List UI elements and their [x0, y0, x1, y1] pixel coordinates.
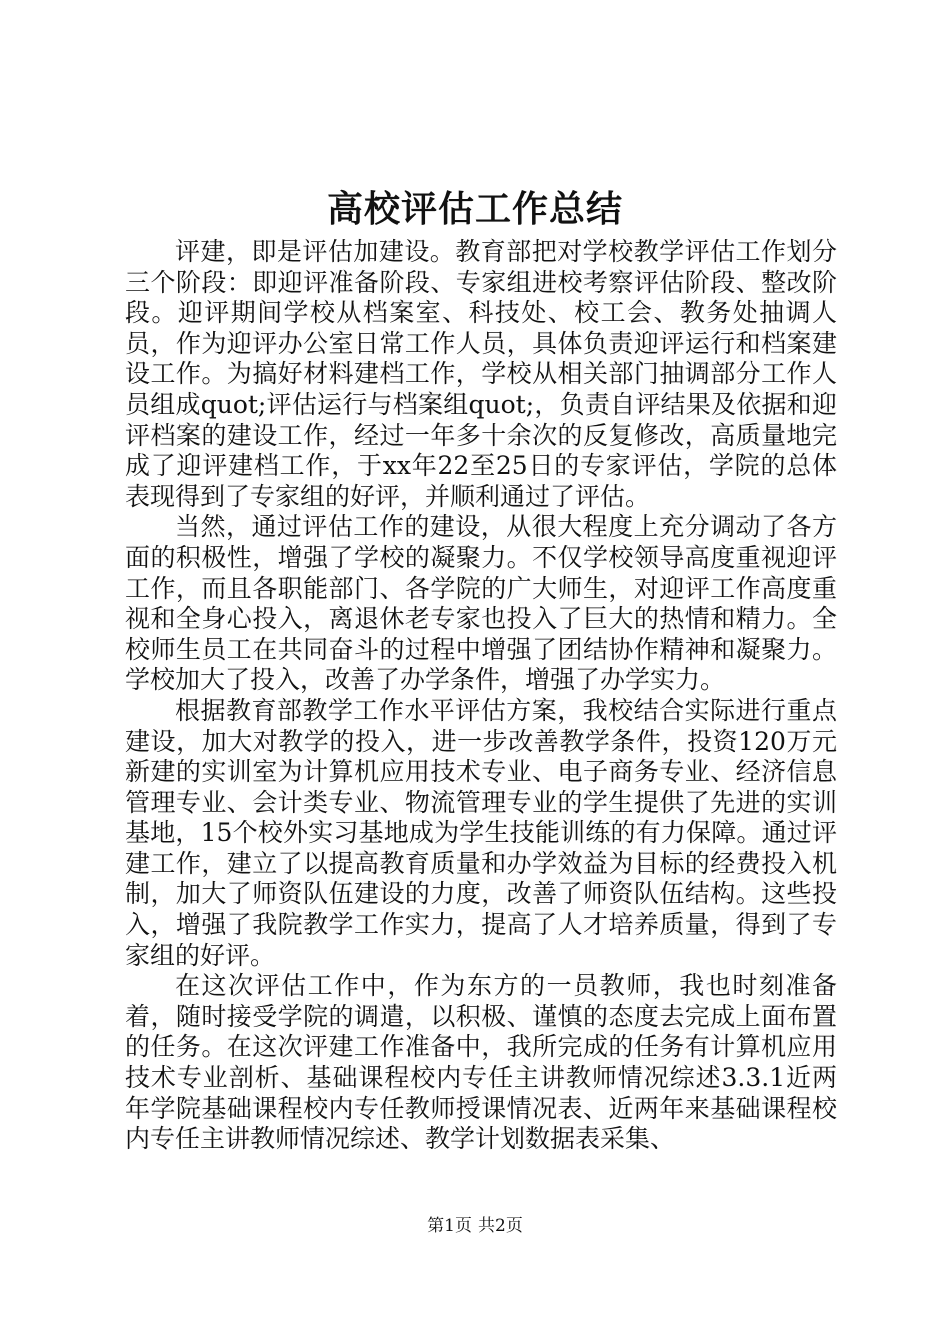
document-title: 高校评估工作总结: [326, 188, 623, 230]
paragraph-4: 在这次评估工作中，作为东方的一员教师，我也时刻准备着，随时接受学院的调遣，以积极、谨慎的态度去完成上面布置的任务。在这次评建工作准备中，我所完成的任务有计算机应用技术专业剖析、基础课程校内专任主讲教师情况综述3.3.1近两年学院基础课程校内专任教师授课情况表、近两年来基础课程校内专任主讲教师情况综述、教学计划数据表采集、: [125, 971, 837, 1154]
paragraph-3: 根据教育部教学工作水平评估方案，我校结合实际进行重点建设，加大对教学的投入，进一步改善教学条件，投资120万元新建的实训室为计算机应用技术专业、电子商务专业、经济信息管理专业、会计类专业、物流管理专业的学生提供了先进的实训基地，15个校外实习基地成为学生技能训练的有力保障。通过评建工作，建立了以提高教育质量和办学效益为目标的经费投入机制，加大了师资队伍建设的力度，改善了师资队伍结构。这些投入，增强了我院教学工作实力，提高了人才培养质量，得到了专家组的好评。: [125, 695, 837, 970]
page-number: 第1页: [427, 1216, 472, 1236]
document-body: [125, 237, 837, 1155]
page-footer: [0, 1215, 950, 1237]
paragraph-1: 评建，即是评估加建设。教育部把对学校教学评估工作划分三个阶段：即迎评准备阶段、专家组进校考察评估阶段、整改阶段。迎评期间学校从档案室、科技处、校工会、教务处抽调人员，作为迎评办公室日常工作人员，具体负责迎评运行和档案建设工作。为搞好材料建档工作，学校从相关部门抽调部分工作人员组成quot;评估运行与档案组quot;，负责自评结果及依据和迎评档案的建设工作，经过一年多十余次的反复修改，高质量地完成了迎评建档工作，于xx年22至25日的专家评估，学院的总体表现得到了专家组的好评，并顺利通过了评估。: [125, 237, 837, 511]
paragraph-2: 当然，通过评估工作的建设，从很大程度上充分调动了各方面的积极性，增强了学校的凝聚力。不仅学校领导高度重视迎评工作，而且各职能部门、各学院的广大师生，对迎评工作高度重视和全身心投入，离退休老专家也投入了巨大的热情和精力。全校师生员工在共同奋斗的过程中增强了团结协作精神和凝聚力。学校加大了投入，改善了办学条件，增强了办学实力。: [125, 512, 837, 695]
page-total: 共2页: [478, 1216, 523, 1236]
